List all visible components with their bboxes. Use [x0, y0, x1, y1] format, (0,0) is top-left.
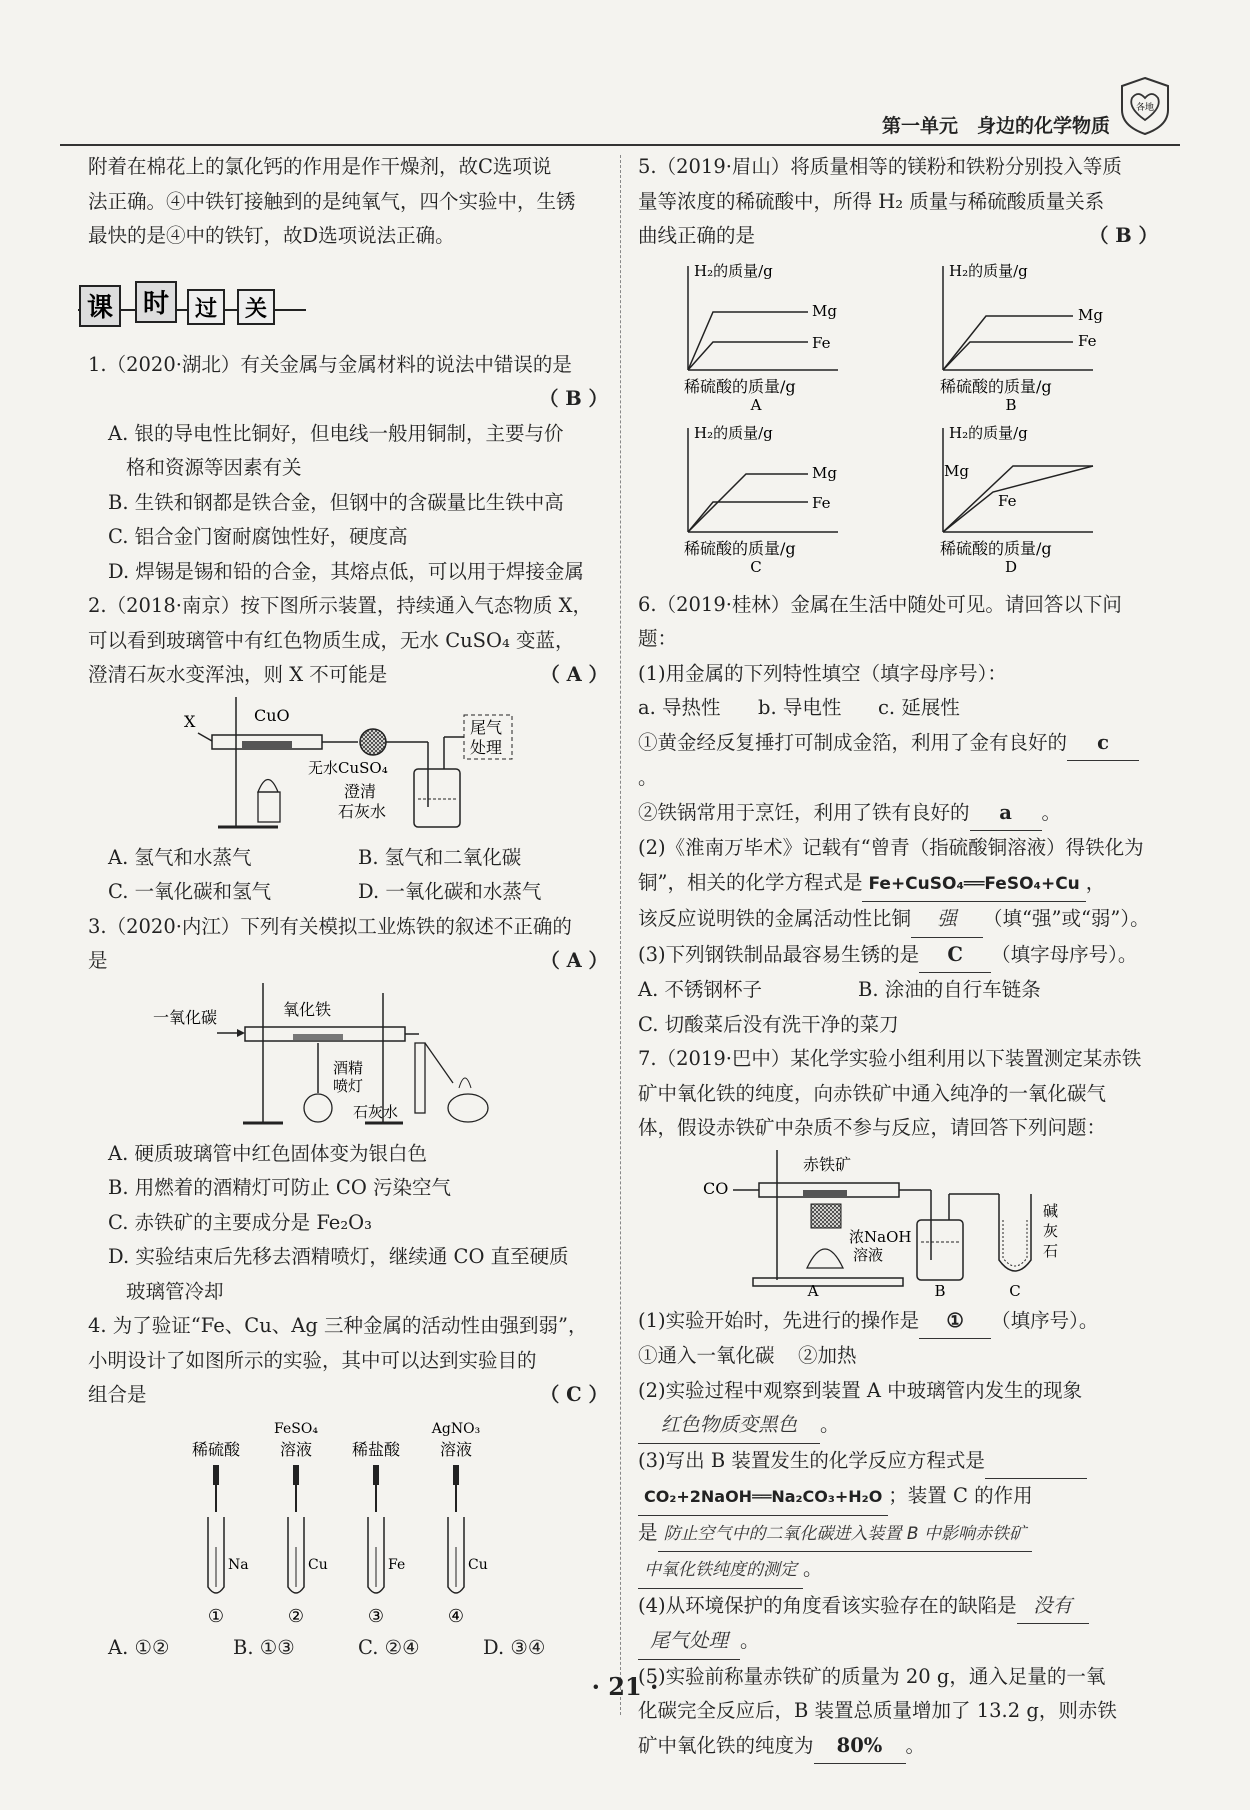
tube-1	[192, 1440, 249, 1627]
graph-c-fe-line	[688, 502, 808, 532]
q6-activity-answer: 强	[911, 902, 983, 938]
q7-fig-label-b: B	[934, 1281, 946, 1300]
q5-line-2: 量等浓度的稀硫酸中，所得 H₂ 质量与稀硫酸质量关系	[638, 189, 1105, 213]
q7-fig-lime-2: 灰	[1043, 1221, 1059, 1240]
banner-char-2: 时	[142, 288, 170, 319]
q4-option-c: C. ②④	[358, 1635, 420, 1659]
q6-part-1: (1)用金属的下列特性填空（填字母序号）：	[638, 661, 1007, 685]
column-divider	[620, 155, 621, 1715]
q2-fig-cuso4: 无水CuSO₄	[308, 758, 388, 777]
question-1	[88, 348, 608, 590]
question-5	[638, 150, 1158, 580]
tube-4	[431, 1421, 488, 1627]
q1-option-d: D. 焊锡是锡和铅的合金，其熔点低，可以用于焊接金属	[108, 559, 584, 583]
q2-option-c: C. 一氧化碳和氢气	[108, 880, 272, 903]
q3-line-1: 3.（2020·内江）下列有关模拟工业炼铁的叙述不正确的	[88, 914, 572, 938]
q1-stem: 1.（2020·湖北）有关金属与金属材料的说法中错误的是	[88, 352, 572, 376]
graph-a-xlabel: 稀硫酸的质量/g	[684, 376, 796, 396]
q7-step-5: (5)实验前称量赤铁矿的质量为 20 g，通入足量的一氧	[638, 1664, 1106, 1688]
tube-3-metal: Fe	[388, 1556, 406, 1573]
q7-step-2: (2)实验过程中观察到装置 A 中玻璃管内发生的现象	[638, 1378, 1083, 1402]
graph-b-mg: Mg	[1078, 305, 1103, 324]
q7-step-3-purpose-cont: 中氧化铁纯度的测定	[638, 1553, 803, 1589]
q7-fig-lime-3: 石	[1043, 1241, 1059, 1260]
q5-line-3: 曲线正确的是	[638, 224, 756, 247]
q3-option-b: B. 用燃着的酒精灯可防止 CO 污染空气	[108, 1176, 452, 1199]
q5-graphs-svg	[668, 260, 1148, 580]
banner-char-1: 课	[86, 292, 114, 323]
q2-fig-x: X	[184, 711, 196, 731]
q6-part-3-answer: C	[919, 938, 991, 974]
q7-fig-naoh-1: 浓NaOH	[849, 1227, 912, 1246]
q6-item-2-answer: a	[970, 796, 1042, 832]
tube-2-metal: Cu	[308, 1556, 328, 1573]
q2-fig-tail-2: 处理	[470, 737, 503, 757]
q4-test-tubes-figure	[188, 1417, 508, 1627]
tube-1-reagent: 稀硫酸	[191, 1439, 241, 1459]
q5-answer: （ B ）	[1088, 224, 1158, 247]
q4-line-1: 4. 为了验证“Fe、Cu、Ag 三种金属的活动性由强到弱”，	[88, 1314, 588, 1337]
q3-fig-lamp-1: 酒精	[333, 1058, 364, 1077]
q2-line-2: 可以看到玻璃管中有红色物质生成，无水 CuSO₄ 变蓝，	[88, 628, 575, 652]
graph-a	[684, 262, 838, 414]
graph-b-mg-line	[943, 316, 1073, 370]
q7-step-3-equation: CO₂+2NaOH══Na₂CO₃+H₂O	[638, 1480, 888, 1516]
q1-option-b: B. 生铁和钢都是铁合金，但钢中的含碳量比生铁中高	[108, 490, 564, 514]
question-3	[88, 910, 608, 1310]
tube-4-metal: Cu	[468, 1556, 488, 1573]
q3-line-2: 是	[88, 949, 108, 972]
graph-b-fe: Fe	[1078, 331, 1097, 350]
q2-apparatus-figure	[178, 697, 518, 837]
q3-fig-lamp-2: 喷灯	[333, 1076, 364, 1095]
graph-b-xlabel: 稀硫酸的质量/g	[940, 376, 1052, 396]
q7-step-4-answer-cont: 尾气处理	[638, 1624, 740, 1660]
graph-d-ylabel: H₂的质量/g	[949, 423, 1028, 442]
q2-fig-tail-1: 尾气	[470, 717, 503, 737]
right-column	[638, 150, 1158, 1764]
q7-step-3: (3)写出 B 装置发生的化学反应方程式是	[638, 1448, 985, 1472]
q1-option-a: A. 银的导电性比铜好，但电线一般用铜制，主要与价	[108, 421, 564, 445]
q7-fig-label-c: C	[1009, 1281, 1021, 1300]
graph-d	[940, 424, 1093, 576]
q2-option-b: B. 氢气和二氧化碳	[358, 845, 522, 869]
q5-line-1: 5.（2019·眉山）将质量相等的镁粉和铁粉分别投入等质	[638, 155, 1122, 178]
q1-option-c: C. 铝合金门窗耐腐蚀性好，硬度高	[108, 525, 408, 548]
question-6: 6.（2019·桂林）金属在生活中随处可见。请回答以下问题： (1)用金属的下列特性填空（填字母序号）： a. 导热性 b. 导电性 c. 延展性 ①黄金经反复捶打可制成金箔，利用了金有良好的 c。 ②铁锅常用于烹饪，利用了铁有良好的 a 。 (2)《淮南万毕术》记载有“曾青（指硫酸铜溶液）得铁化为 铜”，相关的化学方程式是 Fe+CuSO₄══FeSO₄+Cu ， 该反应说明铁的金属活动性比铜 强 （填“强”或“弱”）。 (3)下列钢铁制品最容易生锈的是 C （填字母序号）。 A. 不锈钢杯子 B. 涂油的自行车链条 C. 切酸菜后没有洗干净的菜刀	[638, 588, 1158, 1043]
tube-4-num: ④	[447, 1605, 465, 1627]
q6-item-1: ①黄金经反复捶打可制成金箔，利用了金有良好的	[638, 730, 1068, 754]
q6-part-2-b: 铜”，相关的化学方程式是	[638, 870, 863, 894]
q7-fig-lime-1: 碱	[1043, 1201, 1059, 1220]
tube-1-num: ①	[207, 1605, 225, 1627]
q4-option-d: D. ③④	[483, 1635, 546, 1659]
tube-4-reagent: 溶液	[439, 1439, 473, 1459]
q2-fig-lime-2: 石灰水	[338, 801, 387, 821]
q6-opt-b: b. 导电性	[758, 696, 842, 719]
q7-step-5-cont: 化碳完全反应后，B 装置总质量增加了 13.2 g，则赤铁	[638, 1699, 1117, 1722]
tube-2-reagent: 溶液	[279, 1439, 313, 1459]
graph-a-fe: Fe	[812, 333, 831, 352]
banner-char-4: 关	[244, 295, 268, 322]
question-4	[88, 1309, 608, 1665]
q2-fig-lime-1: 澄清	[344, 781, 377, 801]
tube-2-reagent-formula: FeSO₄	[274, 1420, 318, 1437]
graph-a-fe-line	[688, 342, 808, 370]
q6-p3-opt-b: B. 涂油的自行车链条	[858, 978, 1041, 1001]
q3-fig-fe2o3: 氧化铁	[283, 999, 332, 1019]
q3-answer: （ A ）	[540, 949, 608, 972]
q7-fig-ore: 赤铁矿	[803, 1154, 852, 1174]
unit-title: 第一单元 身边的化学物质	[881, 115, 1110, 137]
graph-d-xlabel: 稀硫酸的质量/g	[940, 538, 1052, 558]
graph-a-ylabel: H₂的质量/g	[694, 261, 773, 280]
banner-char-3: 过	[194, 295, 218, 322]
graph-d-label: D	[1004, 557, 1018, 576]
question-7: 7.（2019·巴中）某化学实验小组利用以下装置测定某赤铁 矿中氧化铁的纯度，向赤铁矿中通入纯净的一氧化碳气 体，假设赤铁矿中杂质不参与反应，请回答下列问题： CO 赤铁矿 A 浓NaOH 溶液 B 碱 灰 石 C (1)实验开始时，先进行的操作是 ① （填序号）。 ①通入一氧化碳 ②加热 (2)实验过程中观察到装置 A 中玻璃管内发生的现象 红色物质变黑色 。 (3)写出 B 装置发生的化学反应方程式是 CO₂+2NaOH══Na₂CO₃+H₂O ；装置 C 的作用 是 防止空气中的二氧化碳进入装置 B 中影响赤铁矿 中氧化铁纯度的测定 。 (4)从环境保护的角度看该实验存在的缺陷是 没有 尾气处理 。 (5)实验前称量赤铁矿的质量为 20 g，通入足量的一氧 化碳完全反应后，B 装置总质量增加了 13.2 g，则赤铁 矿中氧化铁的纯度为 80% 。	[638, 1042, 1158, 1764]
q3-option-d: D. 实验结束后先移去酒精喷灯，继续通 CO 直至硬质	[108, 1245, 569, 1268]
page-header	[60, 100, 1180, 146]
q7-step-1-opt-2: ②加热	[798, 1344, 857, 1367]
graph-a-mg: Mg	[812, 301, 837, 320]
graph-c-label: C	[750, 557, 762, 576]
q6-line-1: 6.（2019·桂林）金属在生活中随处可见。请回答以下问题：	[638, 592, 1122, 650]
q2-option-d: D. 一氧化碳和水蒸气	[358, 880, 542, 903]
q4-option-a: A. ①②	[108, 1635, 170, 1659]
graph-b-ylabel: H₂的质量/g	[949, 261, 1028, 280]
q4-line-3: 组合是	[88, 1383, 147, 1406]
intro-line-3: 最快的是④中的铁钉，故D选项说法正确。	[88, 224, 455, 247]
q7-step-3-purpose: 防止空气中的二氧化碳进入装置 B 中影响赤铁矿	[658, 1517, 1032, 1553]
q2-line-3: 澄清石灰水变浑浊，则 X 不可能是	[88, 663, 388, 686]
q3-option-c: C. 赤铁矿的主要成分是 Fe₂O₃	[108, 1210, 372, 1234]
tube-2	[274, 1421, 328, 1627]
q7-step-5-answer: 80%	[814, 1729, 906, 1765]
graph-c-fe: Fe	[812, 493, 831, 512]
q3-option-a: A. 硬质玻璃管中红色固体变为银白色	[108, 1141, 427, 1165]
q6-p3-opt-a: A. 不锈钢杯子	[638, 978, 762, 1001]
q7-line-2: 矿中氧化铁的纯度，向赤铁矿中通入纯净的一氧化碳气	[638, 1081, 1107, 1105]
graph-c-xlabel: 稀硫酸的质量/g	[684, 538, 796, 558]
q6-item-1-answer: c	[1067, 726, 1139, 762]
tube-4-reagent-formula: AgNO₃	[431, 1420, 481, 1437]
tube-2-num: ②	[287, 1605, 305, 1627]
q7-step-1-opt-1: ①通入一氧化碳	[638, 1344, 775, 1367]
graph-d-fe: Fe	[998, 491, 1017, 510]
q7-step-1-answer: ①	[919, 1304, 991, 1340]
q6-item-2: ②铁锅常用于烹饪，利用了铁有良好的	[638, 800, 970, 824]
page-number: · 21 ·	[591, 1672, 659, 1701]
graph-c-mg-line	[688, 474, 808, 532]
q2-fig-cuo: CuO	[254, 705, 290, 725]
q6-part-3: (3)下列钢铁制品最容易生锈的是	[638, 942, 920, 966]
q6-part-2-c: 该反应说明铁的金属活动性比铜	[638, 907, 912, 930]
q2-option-a: A. 氢气和水蒸气	[108, 845, 252, 869]
tube-3	[352, 1440, 405, 1627]
q7-line-3: 体，假设赤铁矿中杂质不参与反应，请回答下列问题：	[638, 1116, 1107, 1139]
q2-answer: （ A ）	[540, 663, 608, 686]
q7-step-5-prompt: 矿中氧化铁的纯度为	[638, 1733, 814, 1757]
q6-part-2: (2)《淮南万毕术》记载有“曾青（指硫酸铜溶液）得铁化为	[638, 836, 1144, 859]
q7-step-4-answer: 没有	[1017, 1589, 1089, 1625]
section-banner	[78, 280, 608, 332]
q7-step-4: (4)从环境保护的角度看该实验存在的缺陷是	[638, 1593, 1017, 1617]
graph-b	[940, 262, 1103, 414]
tube-1-metal: Na	[228, 1556, 249, 1573]
q7-fig-co: CO	[703, 1178, 729, 1198]
q7-step-1: (1)实验开始时，先进行的操作是	[638, 1308, 920, 1332]
q7-fig-naoh-2: 溶液	[853, 1245, 884, 1264]
q6-p3-opt-c: C. 切酸菜后没有洗干净的菜刀	[638, 1012, 899, 1036]
q7-apparatus-figure	[703, 1150, 1093, 1300]
q6-opt-a: a. 导热性	[638, 696, 721, 719]
q3-fig-co: 一氧化碳	[153, 1007, 218, 1027]
q4-answer: （ C ）	[539, 1383, 608, 1406]
q7-line-1: 7.（2019·巴中）某化学实验小组利用以下装置测定某赤铁	[638, 1047, 1142, 1070]
intro-line-1: 附着在棉花上的氯化钙的作用是作干燥剂，故C选项说	[88, 155, 552, 178]
graph-a-mg-line	[688, 312, 808, 370]
publisher-logo-icon	[1118, 76, 1172, 136]
tube-3-reagent: 稀盐酸	[351, 1439, 401, 1459]
q3-option-d-cont: 玻璃管冷却	[126, 1279, 224, 1303]
tube-3-num: ③	[367, 1605, 385, 1627]
q7-fig-label-a: A	[807, 1281, 819, 1300]
q6-equation-answer: Fe+CuSO₄══FeSO₄+Cu	[862, 867, 1085, 903]
graph-d-mg: Mg	[944, 461, 969, 480]
q2-line-1: 2.（2018·南京）按下图所示装置，持续通入气态物质 X，	[88, 594, 593, 617]
q4-line-2: 小明设计了如图所示的实验，其中可以达到实验目的	[88, 1348, 537, 1372]
q7-step-2-answer: 红色物质变黑色	[638, 1408, 820, 1444]
logo-text: 各地	[1135, 103, 1155, 113]
q3-fig-lime: 石灰水	[353, 1102, 399, 1121]
q6-opt-c: c. 延展性	[878, 696, 960, 719]
graph-b-label: B	[1005, 395, 1017, 414]
q1-answer: （ B ）	[538, 387, 608, 410]
q5-graphs	[668, 260, 1148, 580]
graph-c-mg: Mg	[812, 463, 837, 482]
left-column	[88, 150, 608, 1665]
q1-option-a-cont: 格和资源等因素有关	[126, 456, 302, 479]
graph-c-ylabel: H₂的质量/g	[694, 423, 773, 442]
q3-apparatus-figure	[153, 983, 543, 1133]
graph-a-label: A	[750, 395, 762, 414]
question-2	[88, 589, 608, 910]
intro-line-2: 法正确。④中铁钉接触到的是纯氧气，四个实验中，生锈	[88, 189, 576, 213]
q4-option-b: B. ①③	[233, 1635, 295, 1659]
graph-c	[684, 424, 838, 576]
